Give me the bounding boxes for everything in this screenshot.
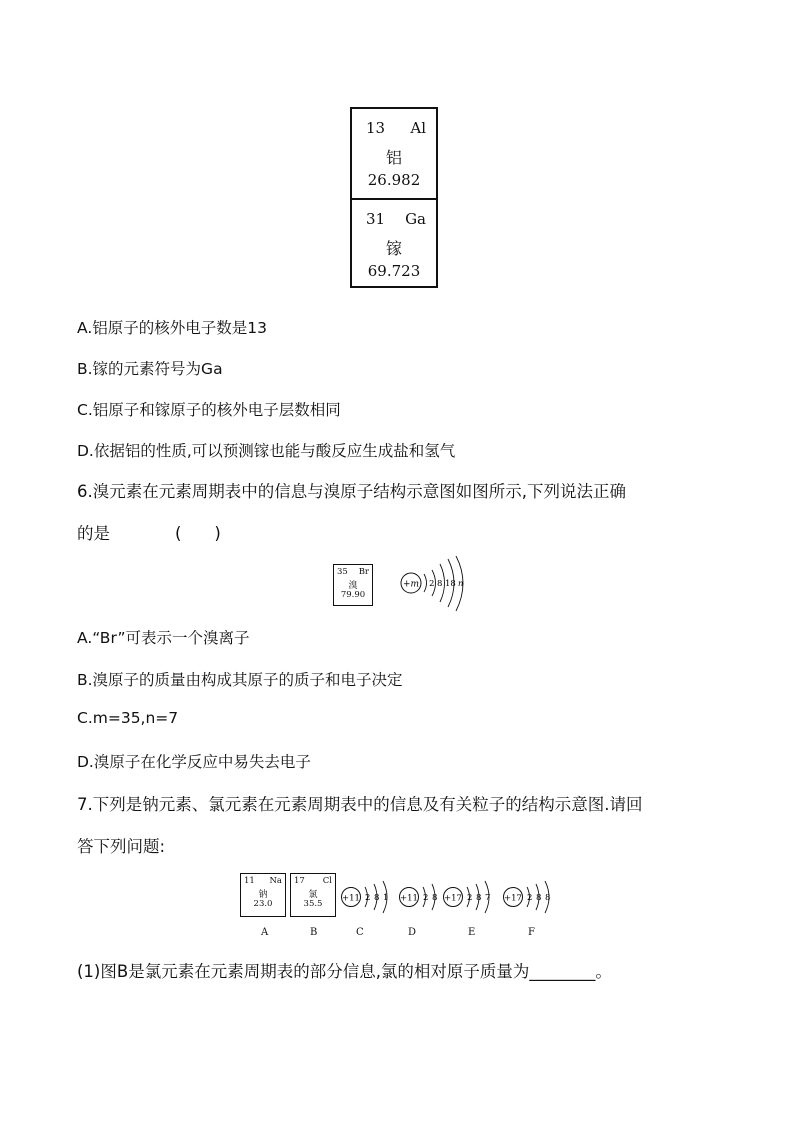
- q5-option-d: D.依据铝的性质,可以预测镓也能与酸反应生成盐和氢气: [77, 442, 456, 460]
- shell-electron-count: 2: [429, 579, 435, 589]
- element-symbol: Al: [410, 119, 426, 137]
- particle-c-structure-diagram: [338, 880, 398, 914]
- shell-electron-count: 1: [383, 893, 389, 903]
- shell-electron-count: 2: [467, 893, 473, 903]
- q6-stem-line1: 6.溴元素在元素周期表中的信息与溴原子结构示意图如图所示,下列说法正确: [77, 482, 626, 501]
- nucleus-charge: +11: [342, 893, 360, 904]
- particle-e-structure-diagram: [440, 880, 500, 914]
- q6-option-b: B.溴原子的质量由构成其原子的质子和电子决定: [77, 671, 403, 689]
- q5-option-b: B.镓的元素符号为Ga: [77, 360, 223, 378]
- q5-option-c: C.铝原子和镓原子的核外电子层数相同: [77, 401, 341, 419]
- q6-option-d: D.溴原子在化学反应中易失去电子: [77, 753, 311, 771]
- atomic-number: 11: [244, 876, 255, 886]
- card-gallium: [352, 198, 436, 289]
- element-name: 钠: [258, 890, 268, 900]
- shell-electron-count: 8: [536, 893, 542, 903]
- q6-answer-paren: ( ): [175, 524, 221, 543]
- particle-d-structure-diagram: [396, 880, 446, 914]
- figure-label-c: C: [356, 927, 364, 938]
- nucleus-charge: +17: [444, 893, 462, 904]
- card-chlorine: [290, 873, 336, 917]
- nucleus-charge: +m: [402, 579, 420, 590]
- atomic-mass: 79.90: [340, 590, 366, 600]
- figure-label-a: A: [261, 927, 269, 938]
- q6-stem-line2: 的是: [77, 524, 110, 543]
- nucleus-charge: +17: [504, 893, 522, 904]
- card-bromine: [333, 564, 373, 606]
- element-symbol: Ga: [405, 210, 426, 228]
- q7-stem-line1: 7.下列是钠元素、氯元素在元素周期表中的信息及有关粒子的结构示意图.请回: [77, 795, 643, 814]
- figure-label-b: B: [310, 927, 318, 938]
- shell-electron-count: 2: [423, 893, 429, 903]
- atomic-number: 17: [294, 876, 305, 886]
- atomic-number: 35: [337, 567, 348, 577]
- shell-electron-count: 18: [445, 579, 456, 589]
- atomic-number: 13: [366, 119, 386, 137]
- q7-stem-line2: 答下列问题:: [77, 837, 166, 856]
- element-symbol: Na: [269, 876, 282, 886]
- q6-option-c: C.m=35,n=7: [77, 709, 179, 727]
- particle-f-structure-diagram: [500, 880, 560, 914]
- element-symbol: Cl: [322, 876, 332, 886]
- atomic-mass: 26.982: [367, 171, 421, 189]
- bromine-atom-structure-diagram: [396, 556, 474, 612]
- shell-electron-count: 8: [374, 893, 380, 903]
- element-symbol: Br: [358, 567, 369, 577]
- shell-electron-count: 8: [545, 893, 551, 903]
- atomic-number: 31: [366, 210, 386, 228]
- element-name: 溴: [348, 581, 358, 591]
- figure-label-d: D: [408, 927, 417, 938]
- shell-electron-count: 8: [476, 893, 482, 903]
- atomic-mass: 23.0: [253, 899, 273, 909]
- shell-electron-count: 7: [485, 893, 491, 903]
- shell-electron-count: n: [458, 579, 464, 589]
- element-name: 铝: [385, 148, 402, 167]
- shell-electron-count: 2: [527, 893, 533, 903]
- atomic-mass: 69.723: [367, 262, 421, 280]
- electron-shell: [424, 574, 427, 592]
- card-sodium: [240, 873, 286, 917]
- figure-label-e: E: [468, 927, 476, 938]
- nucleus-charge: +11: [400, 893, 418, 904]
- q7-subquestion-1: (1)图B是氯元素在元素周期表的部分信息,氯的相对原子质量为________。: [77, 962, 612, 981]
- shell-electron-count: 2: [365, 893, 371, 903]
- element-name: 氯: [308, 890, 318, 900]
- atomic-mass: 35.5: [303, 899, 323, 909]
- q5-option-a: A.铝原子的核外电子数是13: [77, 319, 267, 337]
- figure-label-f: F: [528, 927, 535, 938]
- periodic-card-al-ga: [350, 107, 438, 288]
- shell-electron-count: 8: [432, 893, 438, 903]
- element-name: 镓: [385, 239, 402, 258]
- q6-option-a: A.“Br”可表示一个溴离子: [77, 629, 250, 647]
- shell-electron-count: 8: [437, 579, 443, 589]
- card-aluminum: [352, 109, 436, 198]
